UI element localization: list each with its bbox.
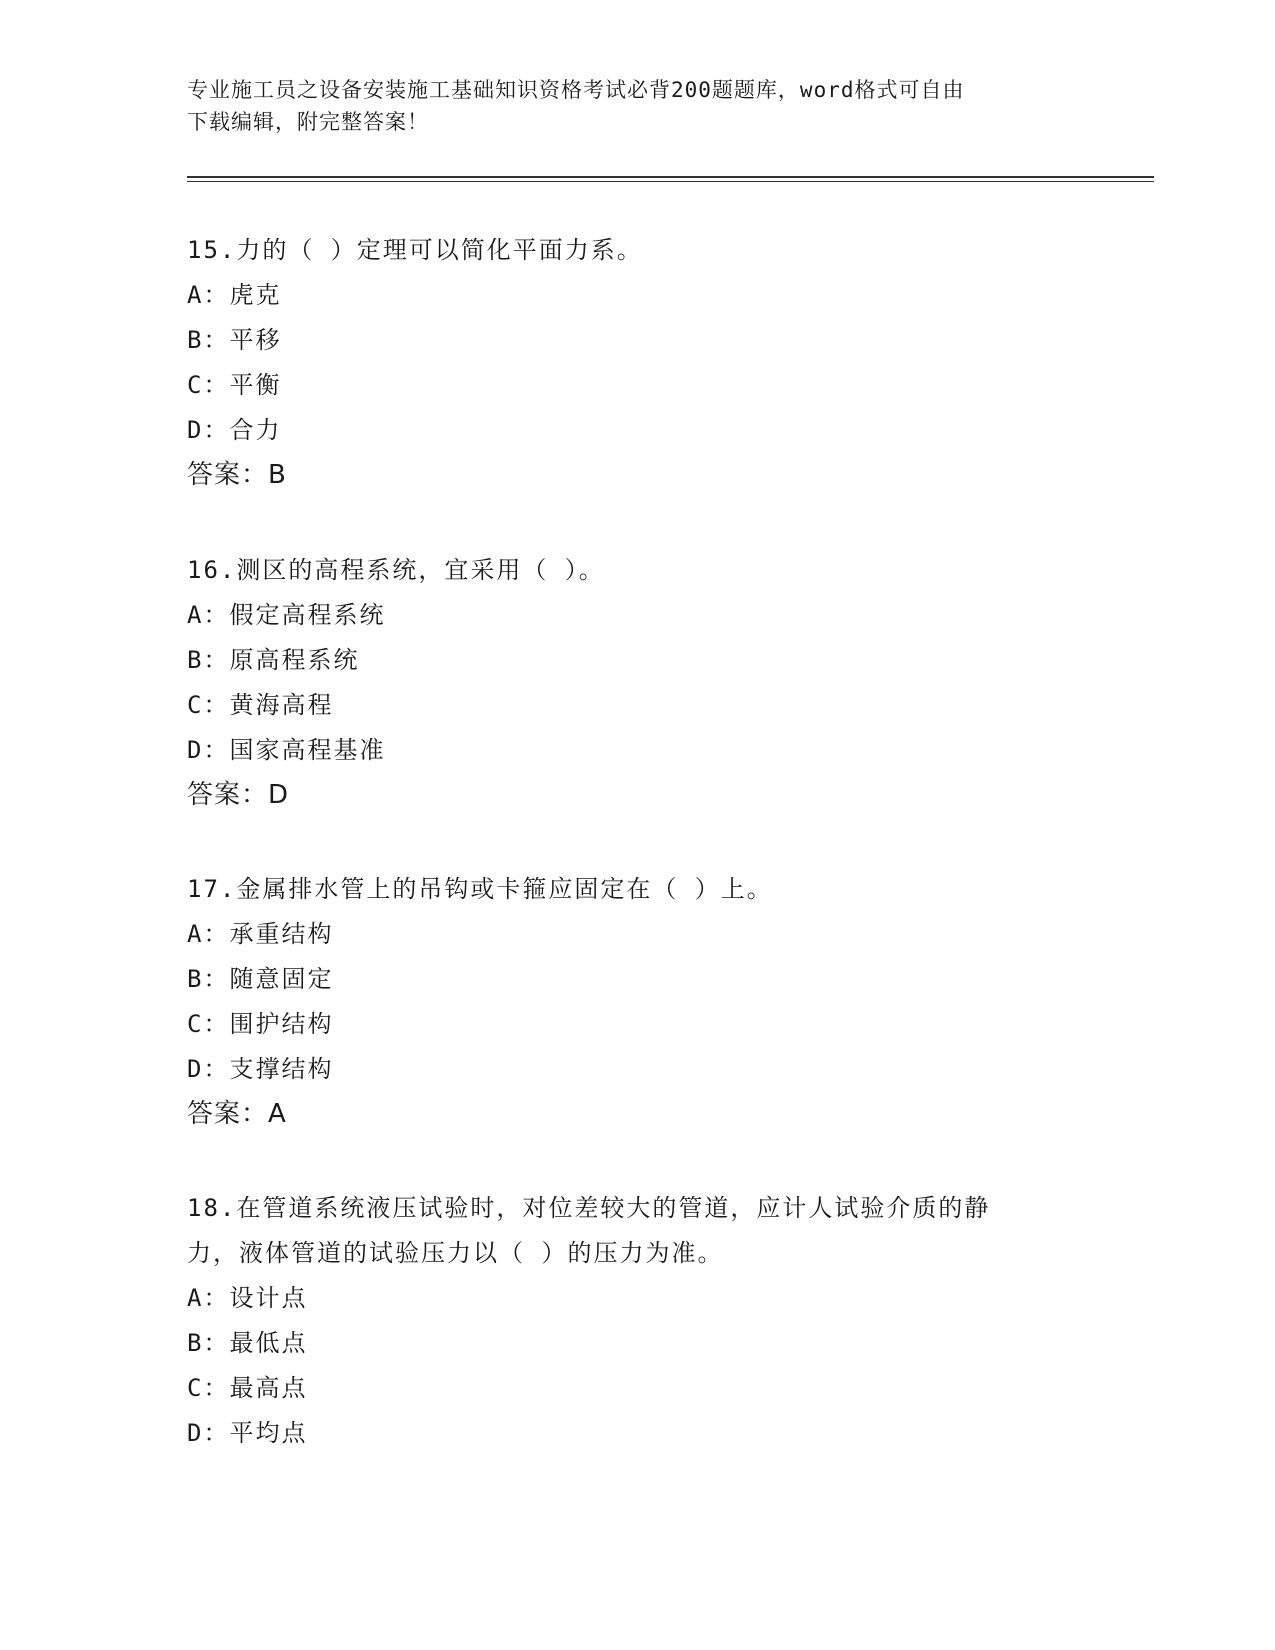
header-line-2: 下载编辑，附完整答案！: [187, 110, 429, 134]
option-d: D：国家高程基准: [187, 736, 386, 764]
option-a: A：设计点: [187, 1284, 308, 1312]
header-divider-bottom: [187, 181, 1154, 182]
option-d: D：合力: [187, 416, 282, 444]
option-a: A：假定高程系统: [187, 601, 386, 629]
option-b: B：平移: [187, 326, 282, 354]
header-line-1: 专业施工员之设备安装施工基础知识资格考试必背200题题库，word格式可自由: [187, 78, 965, 102]
header-divider-top: [187, 176, 1154, 178]
option-b: B：随意固定: [187, 965, 334, 993]
question-title: 15.力的（ ）定理可以简化平面力系。: [187, 236, 643, 264]
question-17: [187, 867, 1087, 1137]
answer: 答案：B: [187, 460, 287, 490]
question-16: [187, 548, 1087, 818]
answer: 答案：A: [187, 1099, 287, 1129]
question-15: [187, 228, 1087, 498]
question-title: 17.金属排水管上的吊钩或卡箍应固定在（ ）上。: [187, 875, 773, 903]
option-d: D：平均点: [187, 1419, 308, 1447]
option-a: A：虎克: [187, 281, 282, 309]
question-18: [187, 1186, 1087, 1456]
option-c: C：围护结构: [187, 1010, 334, 1038]
question-title-line-2: 力，液体管道的试验压力以（ ）的压力为准。: [187, 1239, 724, 1267]
document-header: [187, 74, 1067, 138]
option-a: A：承重结构: [187, 920, 334, 948]
option-b: B：最低点: [187, 1329, 308, 1357]
option-c: C：平衡: [187, 371, 282, 399]
answer: 答案：D: [187, 780, 290, 810]
question-title: 16.测区的高程系统，宜采用（ ）。: [187, 556, 605, 584]
option-c: C：最高点: [187, 1374, 308, 1402]
question-title-line-1: 18.在管道系统液压试验时，对位差较大的管道，应计人试验介质的静: [187, 1194, 991, 1222]
option-c: C：黄海高程: [187, 691, 334, 719]
option-b: B：原高程系统: [187, 646, 360, 674]
option-d: D：支撑结构: [187, 1055, 334, 1083]
